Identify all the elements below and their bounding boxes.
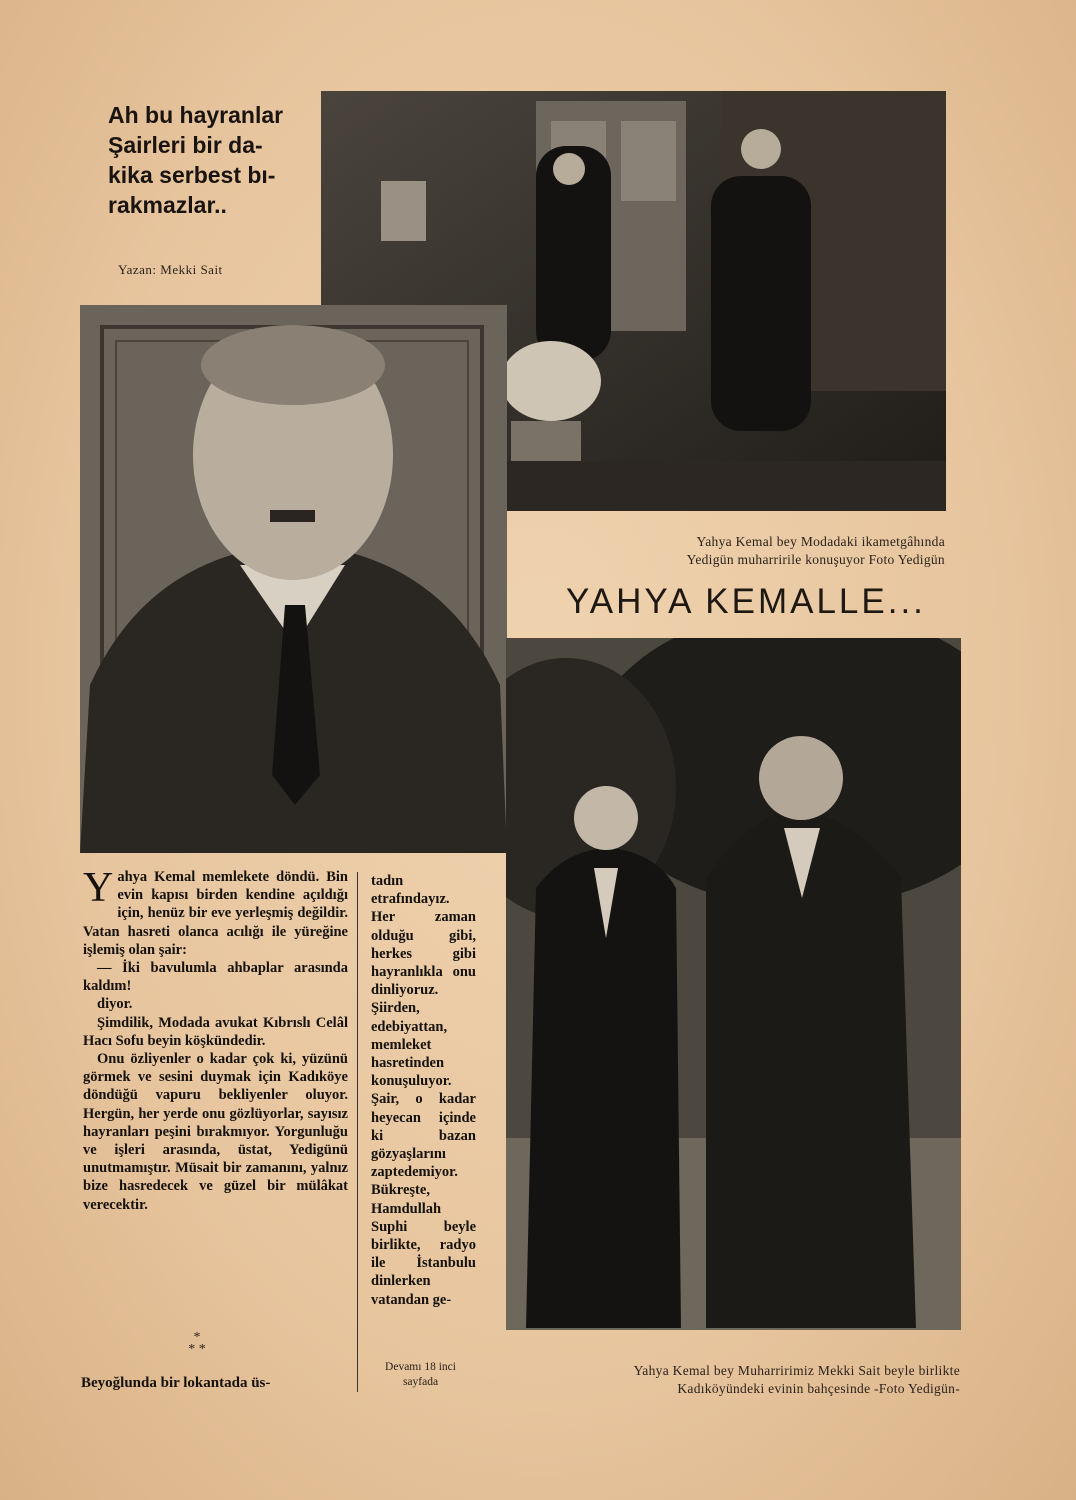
- continued-line: sayfada: [402, 1376, 439, 1388]
- headline: [108, 100, 318, 220]
- photo-portrait-image: [80, 305, 507, 853]
- caption-line: Yahya Kemal bey Modadaki ikametgâhında: [696, 534, 945, 549]
- headline-line: Ah bu hayranlar: [108, 102, 284, 128]
- photo-garden: [506, 638, 961, 1330]
- paragraph: — İki bavulumla ahbaplar arasında kaldım!: [83, 960, 348, 995]
- caption-garden: [505, 1362, 960, 1398]
- section-separator: * * *: [188, 1330, 206, 1357]
- headline-line: rakmazlar..: [108, 192, 227, 218]
- paragraph: Beyoğlunda bir lokantada üs-: [81, 1375, 271, 1391]
- caption-line: Yahya Kemal bey Muharririmiz Mekki Sait beyle birlikte: [633, 1363, 960, 1378]
- photo-portrait: [80, 305, 507, 853]
- continued-note: [368, 1360, 473, 1390]
- byline: Yazan: Mekki Sait: [118, 262, 223, 277]
- headline-line: Şairleri bir da-: [108, 132, 263, 158]
- caption-interior: [540, 533, 945, 569]
- headline-line: kika serbest bı-: [108, 162, 276, 188]
- paragraph-text: ahya Kemal memlekete döndü. Bin evin kapısı birden kendine açıldığı için, henüz bir eve yerleşmiş değildir. Vatan hasreti olanca acılığı ile yüreğine işlemiş olan şair:: [83, 869, 348, 958]
- dropcap: Y: [83, 865, 114, 911]
- paragraph: [83, 865, 348, 959]
- photo-garden-image: [506, 638, 961, 1330]
- caption-line: Yedigün muharririle konuşuyor Foto Yedigün: [686, 552, 945, 567]
- article-column-1: [83, 865, 348, 1214]
- caption-line: Kadıköyündeki evinin bahçesinde -Foto Yedigün-: [677, 1381, 960, 1396]
- paragraph: Şimdilik, Modada avukat Kıbrıslı Celâl Hacı Sofu beyin köşkündedir.: [83, 1014, 348, 1049]
- column-divider: [357, 872, 358, 1392]
- continued-line: Devamı 18 inci: [385, 1361, 456, 1373]
- article-title: YAHYA KEMALLE...: [566, 582, 926, 621]
- paragraph: diyor.: [97, 996, 133, 1013]
- article-column-2: tadın etrafındayız. Her zaman olduğu gibi, herkes gibi hayranlıkla onu dinliyoruz. Şiirden, edebiyattan, memleket hasretinden konuşuluyor. Şair, o kadar heyecan içinde ki bazan gözyaşlarını zaptedemiyor. Bükreşte, Hamdullah Suphi beyle birlikte, radyo ile İstanbulu dinlerken vatandan ge-: [371, 873, 476, 1308]
- paragraph: Onu özliyenler o kadar çok ki, yüzünü görmek ve sesini duymak için Kadıköye döndüğü vapuru bekliyenler oluyor. Hergün, her yerde onu gözlüyorlar, sayısız hayranları peşini bırakmıyor. Yorgunluğu ve işleri arasında, üstat, Yedigünü unutmamıştır. Müsait bir zamanını, yalnız bize hasredecek ve güzel bir mülâkat verecektir.: [83, 1051, 348, 1213]
